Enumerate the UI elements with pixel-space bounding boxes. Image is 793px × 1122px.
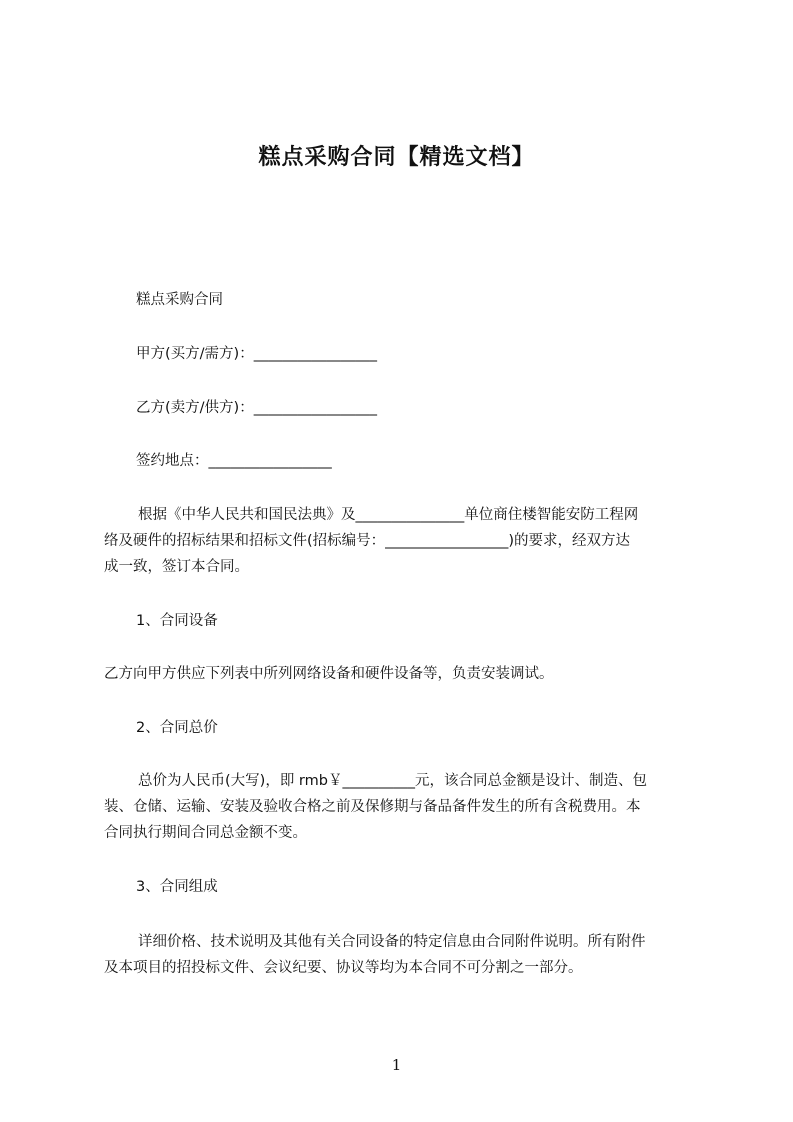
section-2-line: 合同执行期间合同总金额不变。 <box>104 825 307 841</box>
section-2-heading: 2、合同总价 <box>136 720 218 736</box>
sign-place-line: 签约地点：_________________ <box>136 453 332 469</box>
page-title: 糕点采购合同【精选文档】 <box>258 145 535 170</box>
section-2-line: 装、仓储、运输、安装及验收合格之前及保修期与备品备件发生的所有含税费用。本 <box>104 799 641 815</box>
party-b-line: 乙方(卖方/供方)：_________________ <box>136 400 377 416</box>
page-number: 1 <box>391 1056 402 1074</box>
party-a-line: 甲方(买方/需方)：_________________ <box>136 346 377 362</box>
section-1-line: 乙方向甲方供应下列表中所列网络设备和硬件设备等，负责安装调试。 <box>104 666 554 682</box>
section-3-line: 详细价格、技术说明及其他有关合同设备的特定信息由合同附件说明。所有附件 <box>138 934 646 950</box>
section-2-line: 总价为人民币(大写)，即 rmb￥__________元，该合同总金额是设计、制造、包 <box>138 773 647 789</box>
section-1-body <box>104 661 702 687</box>
contract-subtitle: 糕点采购合同 <box>136 292 223 308</box>
section-3-line: 及本项目的招投标文件、会议纪要、协议等均为本合同不可分割之一部分。 <box>104 960 583 976</box>
intro-line: 根据《中华人民共和国民法典》及_______________单位商住楼智能安防工程网 <box>138 507 639 523</box>
section-1-heading: 1、合同设备 <box>136 613 218 629</box>
intro-line: 成一致，签订本合同。 <box>104 559 249 575</box>
intro-paragraph <box>104 502 702 580</box>
section-2-paragraph <box>104 768 702 846</box>
section-3-heading: 3、合同组成 <box>136 879 218 895</box>
intro-line: 络及硬件的招标结果和招标文件(招标编号：_________________)的要求，经双方达 <box>104 533 631 549</box>
section-3-paragraph <box>104 929 702 981</box>
